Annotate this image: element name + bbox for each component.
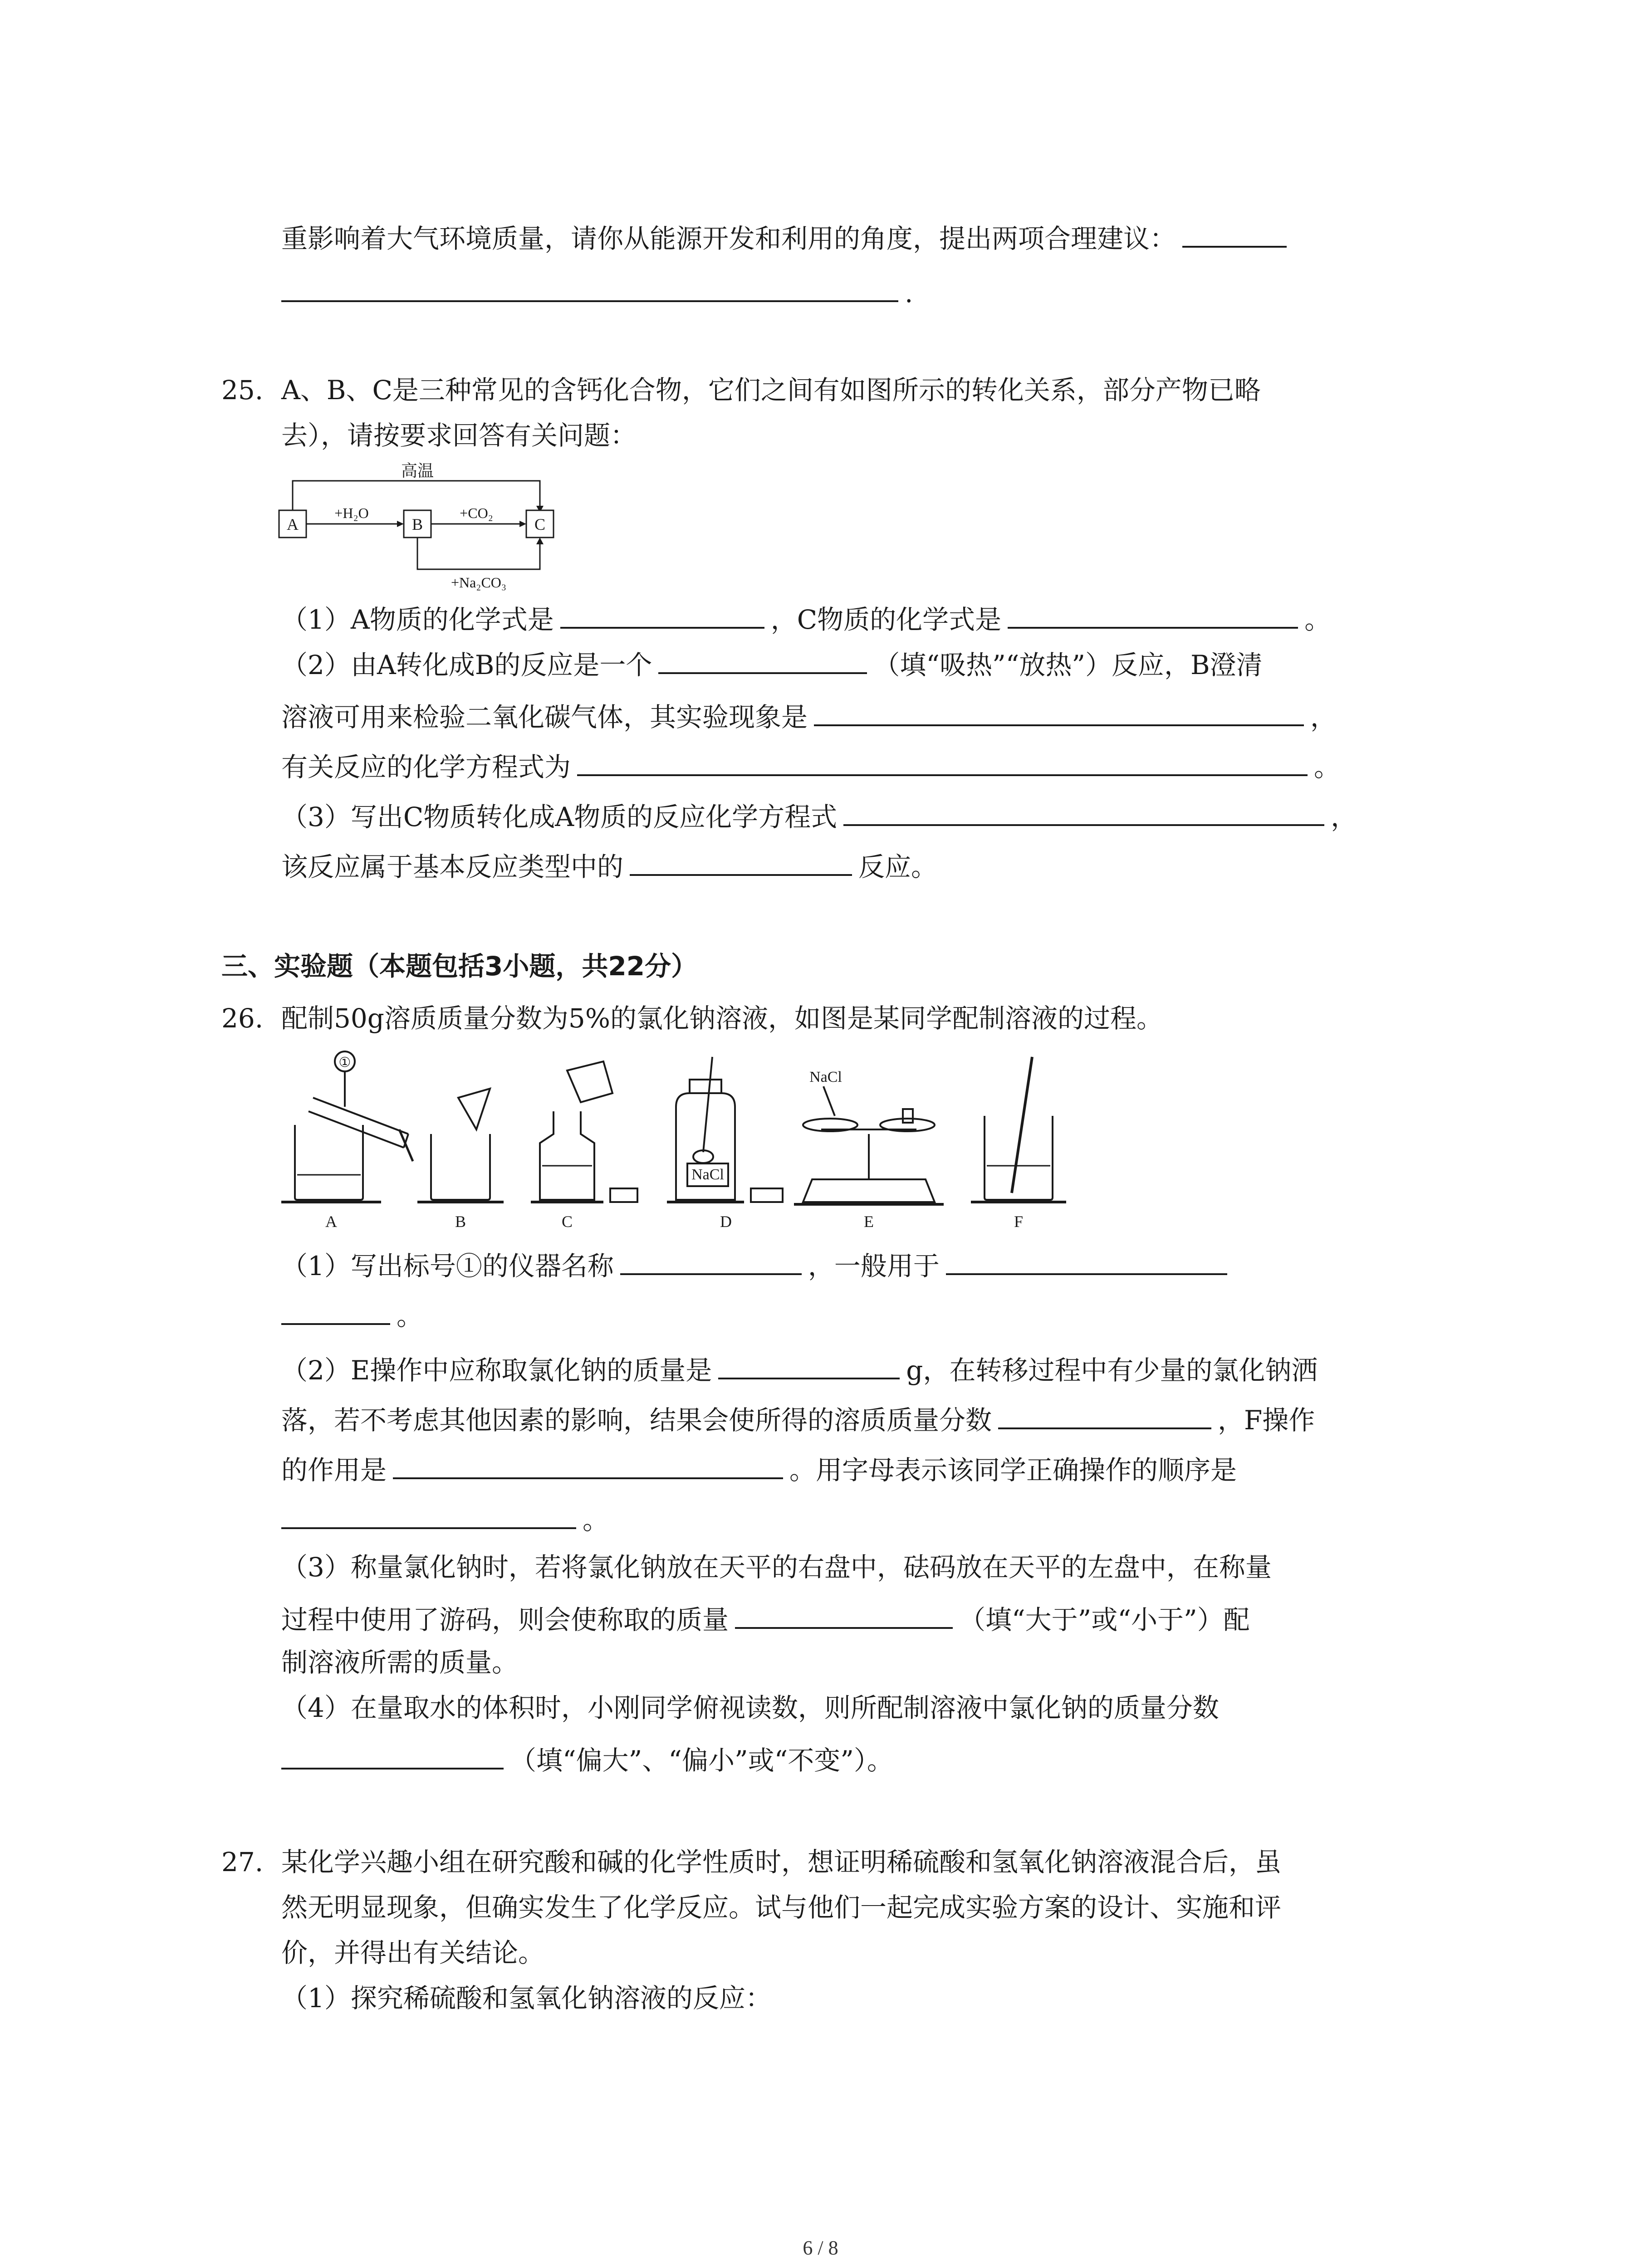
svg-text:A: A bbox=[287, 515, 299, 533]
svg-text:NaCl: NaCl bbox=[809, 1069, 842, 1085]
answer-blank[interactable] bbox=[630, 846, 852, 876]
question-part: （2）由A转化成B的反应是一个 （填“吸热”“放热”）反应，B澄清 bbox=[281, 644, 1263, 683]
question-part: 过程中使用了游码，则会使称取的质量 （填“大于”或“小于”）配 bbox=[281, 1599, 1250, 1638]
question-part: 的作用是 。用字母表示该同学正确操作的顺序是 bbox=[281, 1449, 1237, 1488]
answer-blank[interactable] bbox=[577, 746, 1308, 776]
text-line: . bbox=[281, 272, 913, 311]
question-text: 然无明显现象，但确实发生了化学反应。试与他们一起完成实验方案的设计、实施和评 bbox=[281, 1892, 1282, 1923]
question-part: （3）称量氯化钠时，若将氯化钠放在天平的右盘中，砝码放在天平的左盘中，在称量 bbox=[281, 1552, 1272, 1583]
figure-label-e: E bbox=[864, 1212, 874, 1231]
question-part: （4）在量取水的体积时，小刚同学俯视读数，则所配制溶液中氯化钠的质量分数 bbox=[281, 1692, 1219, 1723]
question-part: 。 bbox=[281, 1499, 609, 1538]
question-part: （2）E操作中应称取氯化钠的质量是 g，在转移过程中有少量的氯化钠洒 bbox=[281, 1349, 1318, 1388]
question-number: 25. bbox=[221, 375, 264, 406]
question-part: 该反应属于基本反应类型中的 反应。 bbox=[281, 846, 937, 885]
answer-blank[interactable] bbox=[281, 272, 898, 302]
question-text: A、B、C是三种常见的含钙化合物，它们之间有如图所示的转化关系，部分产物已略 bbox=[281, 375, 1261, 406]
section-heading: 三、实验题（本题包括3小题，共22分） bbox=[221, 951, 698, 982]
figure-label-d: D bbox=[720, 1212, 732, 1231]
page-number: 6 / 8 bbox=[803, 2237, 838, 2259]
figure-label-a: A bbox=[325, 1212, 337, 1231]
answer-blank[interactable] bbox=[560, 599, 764, 629]
answer-blank[interactable] bbox=[735, 1599, 953, 1629]
svg-text:NaCl: NaCl bbox=[691, 1166, 724, 1183]
question-text: 去），请按要求回答有关问题： bbox=[281, 420, 637, 451]
question-text: 配制50g溶质质量分数为5%的氯化钠溶液，如图是某同学配制溶液的过程。 bbox=[281, 1003, 1163, 1034]
question-part: （1）A物质的化学式是 ，C物质的化学式是 。 bbox=[281, 599, 1331, 638]
question-part: （3）写出C物质转化成A物质的反应化学方程式 ， bbox=[281, 796, 1357, 835]
question-part: （1）写出标号①的仪器名称 ，一般用于 bbox=[281, 1245, 1234, 1284]
answer-blank[interactable] bbox=[1182, 218, 1287, 248]
answer-blank[interactable] bbox=[281, 1499, 576, 1529]
question-part: （1）探究稀硫酸和氢氧化钠溶液的反应： bbox=[281, 1983, 772, 2014]
answer-blank[interactable] bbox=[620, 1245, 802, 1275]
svg-text:+H₂O: +H₂O bbox=[334, 505, 369, 521]
answer-blank[interactable] bbox=[718, 1349, 900, 1379]
answer-blank[interactable] bbox=[814, 696, 1304, 726]
answer-blank[interactable] bbox=[998, 1399, 1211, 1429]
answer-blank[interactable] bbox=[843, 796, 1324, 826]
svg-text:①: ① bbox=[338, 1055, 351, 1070]
solution-prep-figure bbox=[277, 1043, 1089, 1234]
question-number: 27. bbox=[221, 1847, 264, 1877]
question-text: 某化学兴趣小组在研究酸和碱的化学性质时，想证明稀硫酸和氢氧化钠溶液混合后，虽 bbox=[281, 1847, 1282, 1877]
answer-blank[interactable] bbox=[1008, 599, 1298, 629]
question-part: 。 bbox=[281, 1295, 423, 1334]
question-part: 有关反应的化学方程式为 。 bbox=[281, 746, 1340, 785]
svg-text:C: C bbox=[534, 515, 546, 533]
svg-text:+Na₂CO₃: +Na₂CO₃ bbox=[451, 574, 507, 591]
question-text: 价，并得出有关结论。 bbox=[281, 1937, 545, 1968]
answer-blank[interactable] bbox=[281, 1740, 504, 1769]
figure-label-c: C bbox=[561, 1212, 573, 1231]
figure-label-f: F bbox=[1014, 1212, 1024, 1231]
diagram-label-high-temp: 高温 bbox=[401, 462, 434, 480]
figure-label-b: B bbox=[455, 1212, 466, 1231]
conversion-diagram bbox=[277, 458, 576, 594]
answer-blank[interactable] bbox=[393, 1449, 783, 1479]
text-line: 重影响着大气环境质量，请你从能源开发和利用的角度，提出两项合理建议： bbox=[281, 218, 1293, 257]
question-number: 26. bbox=[221, 1003, 264, 1034]
svg-text:B: B bbox=[411, 515, 423, 533]
answer-blank[interactable] bbox=[658, 644, 867, 674]
question-part: 制溶液所需的质量。 bbox=[281, 1647, 519, 1678]
question-part: （填“偏大”、“偏小”或“不变”）。 bbox=[281, 1740, 893, 1779]
question-part: 溶液可用来检验二氧化碳气体，其实验现象是 ， bbox=[281, 696, 1337, 735]
question-part: 落，若不考虑其他因素的影响，结果会使所得的溶质质量分数 ，F操作 bbox=[281, 1399, 1315, 1438]
answer-blank[interactable] bbox=[281, 1295, 390, 1325]
svg-text:+CO₂: +CO₂ bbox=[460, 505, 493, 521]
answer-blank[interactable] bbox=[946, 1245, 1227, 1275]
